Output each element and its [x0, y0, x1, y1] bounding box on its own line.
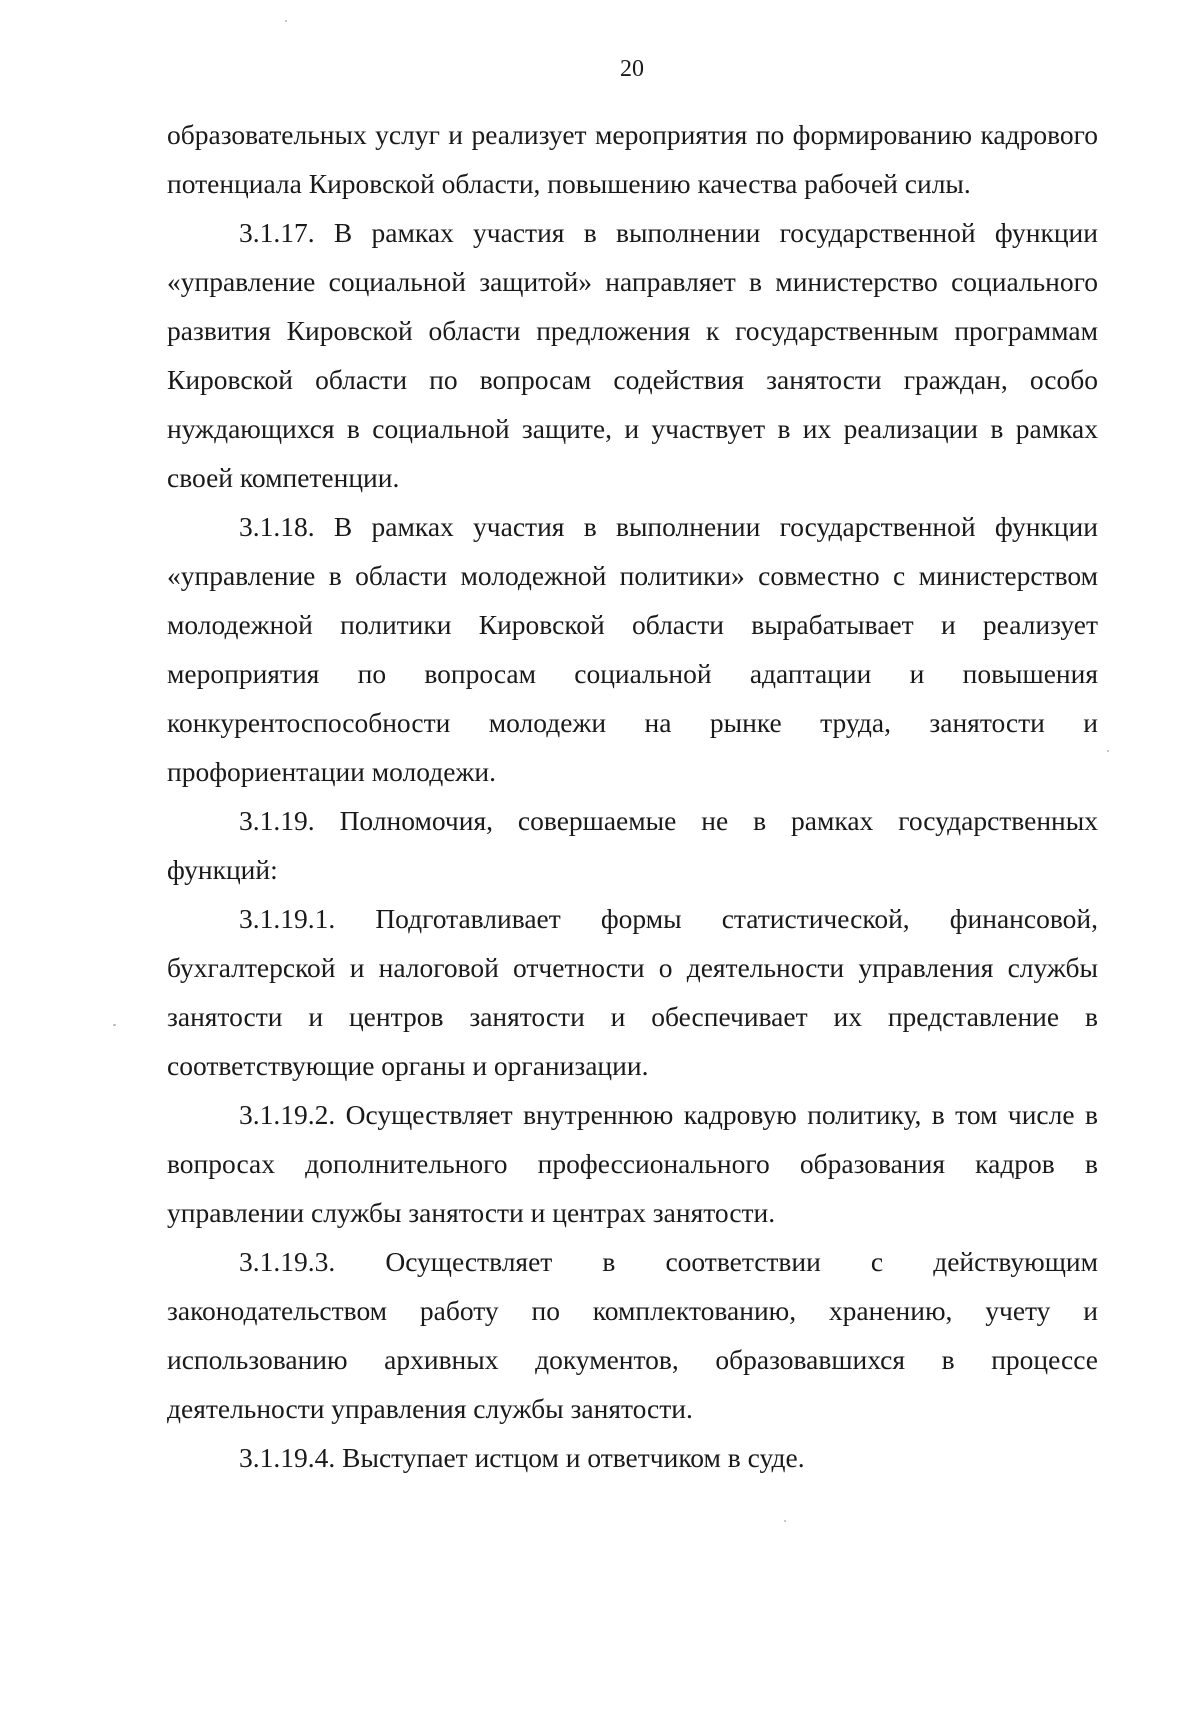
text-line: потенциала Кировской области, повышению качества рабочей силы.	[167, 168, 971, 199]
text-line: нуждающихся в социальной защите, и участвует в их реализации в рамках	[167, 413, 1098, 444]
paragraph-3-1-19-3	[167, 1237, 1098, 1433]
text-line: с министерством молодежной политики Кировской области вырабатывает	[167, 560, 1099, 640]
text-line: бухгалтерской и налоговой отчетности о деятельности управления службы	[167, 952, 1098, 983]
paragraph-3-1-17	[167, 208, 1098, 502]
text-line: и использованию архивных документов, образовавшихся в процессе	[167, 1295, 1098, 1375]
paragraph-continuation	[167, 110, 1098, 208]
text-line: функций:	[167, 854, 278, 885]
text-line: 3.1.19.3. Осуществляет в соответствии с действующим	[239, 1246, 1098, 1277]
text-line: 3.1.18. В рамках участия в выполнении государственной функции	[239, 511, 1098, 542]
text-line: в управлении службы занятости и центрах занятости.	[167, 1148, 1098, 1228]
text-line: деятельности управления службы занятости.	[167, 1393, 693, 1424]
paragraph-3-1-19-2	[167, 1090, 1098, 1237]
text-line: законодательством работу по комплектованию, хранению, учету	[167, 1295, 1051, 1326]
page-number: 20	[620, 56, 644, 82]
text-line: Кировской области по вопросам содействия занятости граждан, особо	[167, 364, 1098, 395]
scan-speck	[1107, 750, 1109, 752]
text-line: своей компетенции.	[167, 462, 400, 493]
document-body	[167, 110, 1098, 1482]
text-line: 3.1.19. Полномочия, совершаемые не в рамках государственных	[239, 805, 1098, 836]
text-line: в вопросах дополнительного профессионального образования кадров	[167, 1099, 1098, 1179]
text-line: образовательных услуг и реализует мероприятия по формированию кадрового	[167, 119, 1098, 150]
text-line: «управление в области молодежной политики» совместно	[167, 560, 880, 591]
paragraph-3-1-19	[167, 796, 1098, 894]
text-line: 3.1.19.2. Осуществляет внутреннюю кадровую политику, в том числе	[239, 1099, 1075, 1130]
text-line: 3.1.19.1. Подготавливает формы статистической, финансовой,	[239, 903, 1098, 934]
text-line: 3.1.17. В рамках участия в выполнении государственной функции	[239, 217, 1098, 248]
text-line: развития Кировской области предложения к государственным программам	[167, 315, 1098, 346]
text-line: 3.1.19.4. Выступает истцом и ответчиком в суде.	[239, 1442, 805, 1473]
text-line: занятости и центров занятости и обеспечивает их представление	[167, 1001, 1060, 1032]
paragraph-3-1-18	[167, 502, 1098, 796]
paragraph-3-1-19-4	[167, 1433, 1098, 1482]
text-line: в соответствующие органы и организации.	[167, 1001, 1098, 1081]
scan-speck	[285, 20, 287, 22]
scan-speck	[113, 1024, 116, 1026]
paragraph-3-1-19-1	[167, 894, 1098, 1090]
text-line: и реализует мероприятия по вопросам социальной адаптации и повышения	[167, 609, 1098, 689]
text-line: и профориентации молодежи.	[167, 707, 1098, 787]
text-line: «управление социальной защитой» направляет в министерство социального	[167, 266, 1098, 297]
text-line: конкурентоспособности молодежи на рынке труда, занятости	[167, 707, 1045, 738]
scan-speck	[784, 1520, 786, 1522]
